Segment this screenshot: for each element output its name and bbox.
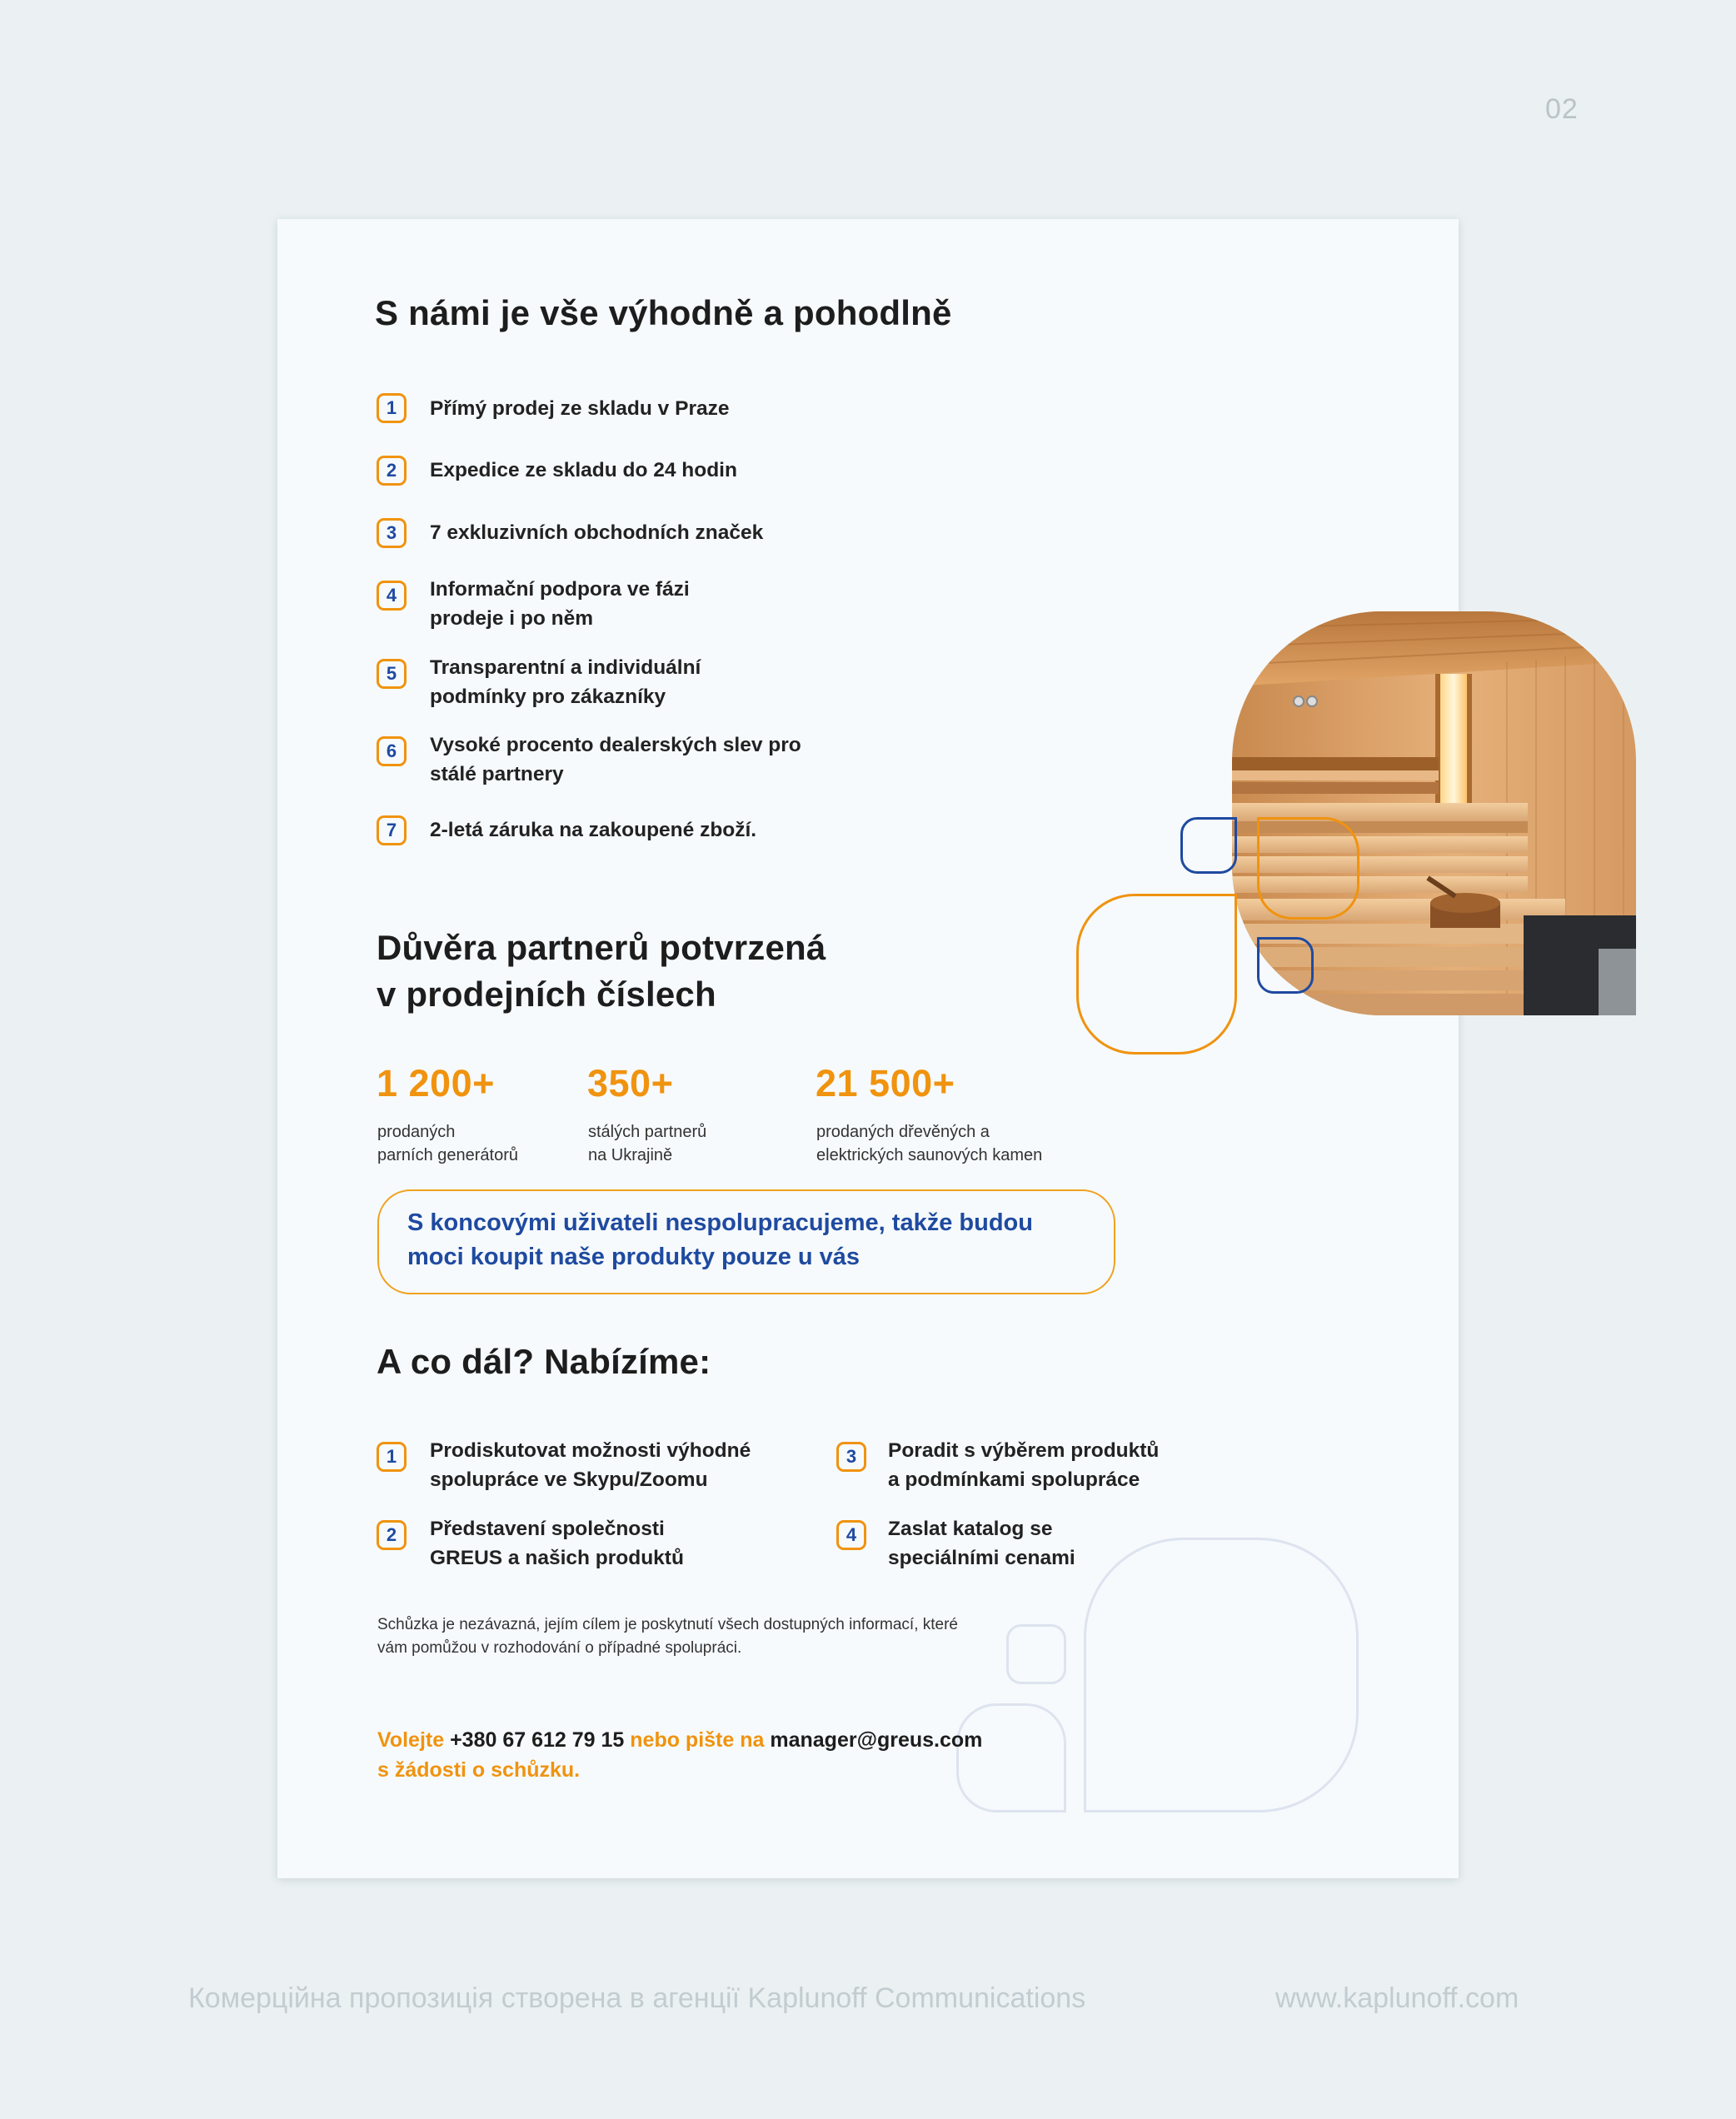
section1-title: S námi je vše výhodně a pohodlně xyxy=(375,293,952,332)
list-item-text: Poradit s výběrem produktů a podmínkami spolupráce xyxy=(888,1439,1160,1491)
list-item-text: Expedice ze skladu do 24 hodin xyxy=(430,459,737,481)
number-badge: 1 xyxy=(377,393,407,423)
number-badge: 2 xyxy=(377,1520,407,1550)
meeting-note: Schůzka je nezávazná, jejím cílem je poskytnutí všech dostupných informací, které vám pomůžou v rozhodování o případné spolupráci. xyxy=(377,1616,958,1657)
stat-value: 1 200+ xyxy=(377,1062,495,1104)
callout-box xyxy=(377,1189,1115,1294)
section3-title: A co dál? Nabízíme: xyxy=(377,1342,711,1381)
number-badge: 7 xyxy=(377,815,407,845)
contact-line xyxy=(377,1725,982,1755)
stat-value: 21 500+ xyxy=(816,1062,955,1104)
number-badge: 3 xyxy=(836,1442,866,1472)
list-item-text: 7 exkluzivních obchodních značek xyxy=(430,521,764,544)
list-item-text: Přímý prodej ze skladu v Praze xyxy=(430,397,730,420)
page-number: 02 xyxy=(1545,93,1579,125)
decor-shape xyxy=(1257,937,1314,994)
number-badge: 5 xyxy=(377,659,407,689)
decor-shape xyxy=(1076,894,1237,1055)
stat-label: prodaných dřevěných a elektrických saunových kamen xyxy=(816,1123,1043,1164)
list-item-text: Zaslat katalog se speciálními cenami xyxy=(888,1518,1075,1569)
list-item-text: Informační podpora ve fázi prodeje i po něm xyxy=(430,578,690,630)
list-item-text: Představení společnosti GREUS a našich produktů xyxy=(430,1518,684,1569)
stat-value: 350+ xyxy=(587,1062,674,1104)
list-item-text: 2-letá záruka na zakoupené zboží. xyxy=(430,819,757,841)
callout-text: S koncovými uživateli nespolupracujeme, takže budou moci koupit naše produkty pouze u vás xyxy=(407,1209,1033,1270)
decor-shape xyxy=(1180,817,1237,874)
call-label: Volejte xyxy=(377,1728,445,1752)
footer-website-link[interactable]: www.kaplunoff.com xyxy=(1275,1982,1519,2014)
footer-credit: Комерційна пропозиція створена в агенції Kaplunoff Communications xyxy=(188,1982,1086,2014)
decor-shape xyxy=(1084,1538,1359,1812)
number-badge: 3 xyxy=(377,518,407,548)
section2-title: Důvěra partnerů potvrzená v prodejních číslech xyxy=(377,928,826,1014)
contact-block xyxy=(377,1725,982,1785)
phone-link[interactable]: +380 67 612 79 15 xyxy=(450,1728,625,1752)
number-badge: 4 xyxy=(377,581,407,611)
request-text: s žádosti o schůzku. xyxy=(377,1758,581,1782)
stat-label: prodaných parních generátorů xyxy=(377,1123,519,1164)
email-link[interactable]: manager@greus.com xyxy=(770,1728,983,1752)
decor-shape xyxy=(1257,817,1359,920)
list-item-text: Vysoké procento dealerských slev pro stálé partnery xyxy=(430,734,801,785)
number-badge: 1 xyxy=(377,1442,407,1472)
number-badge: 6 xyxy=(377,736,407,766)
number-badge: 2 xyxy=(377,456,407,486)
list-item-text: Transparentní a individuální podmínky pro zákazníky xyxy=(430,656,701,708)
stat-label: stálých partnerů na Ukrajině xyxy=(588,1123,707,1164)
number-badge: 4 xyxy=(836,1520,866,1550)
write-label: nebo pište na xyxy=(630,1728,765,1752)
list-item-text: Prodiskutovat možnosti výhodné spolupráce ve Skypu/Zoomu xyxy=(430,1439,751,1491)
